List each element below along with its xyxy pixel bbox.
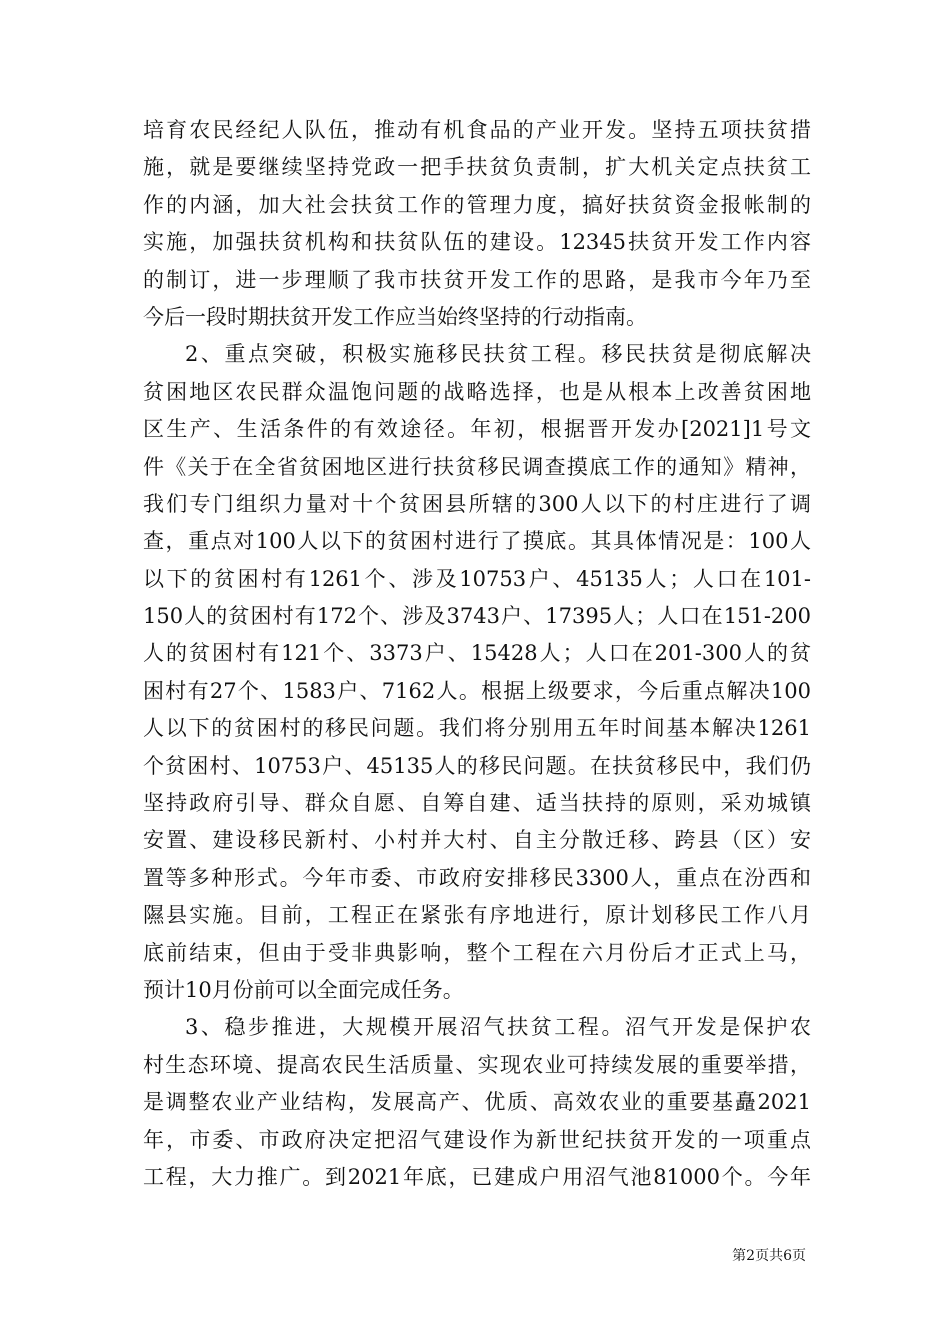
text-line: 个贫困村、10753户、45135人的移民问题。在扶贫移民中，我们仍 (143, 753, 811, 778)
text-line: 安置、建设移民新村、小村并大村、自主分散迁移、跨县（区）安 (143, 828, 811, 853)
paragraph-start-line: 2、重点突破，积极实施移民扶贫工程。移民扶贫是彻底解决 (185, 342, 811, 367)
text-line: 区生产、生活条件的有效途径。年初，根据晋开发办[2021]1号文 (143, 417, 811, 442)
text-line: 隰县实施。目前，工程正在紧张有序地进行，原计划移民工作八月 (143, 903, 811, 928)
text-line: 施，就是要继续坚持党政一把手扶贫负责制，扩大机关定点扶贫工 (143, 155, 811, 180)
text-line: 预计10月份前可以全面完成任务。 (143, 977, 464, 1002)
text-line: 查，重点对100人以下的贫困村进行了摸底。其具体情况是：100人 (143, 529, 811, 554)
text-line: 今后一段时期扶贫开发工作应当始终坚持的行动指南。 (143, 304, 647, 329)
text-line: 的制订，进一步理顺了我市扶贫开发工作的思路，是我市今年乃至 (143, 267, 811, 292)
text-line: 年，市委、市政府决定把沼气建设作为新世纪扶贫开发的一项重点 (143, 1127, 811, 1152)
text-line: 人的贫困村有121个、3373户、15428人；人口在201-300人的贫 (143, 641, 811, 666)
text-line: 培育农民经纪人队伍，推动有机食品的产业开发。坚持五项扶贫措 (143, 118, 811, 142)
paragraph-start-line: 3、稳步推进，大规模开展沼气扶贫工程。沼气开发是保护农 (185, 1015, 811, 1040)
text-line: 村生态环境、提高农民生活质量、实现农业可持续发展的重要举措， (143, 1052, 811, 1077)
text-line: 150人的贫困村有172个、涉及3743户、17395人；人口在151-200 (143, 604, 811, 629)
text-line: 工程，大力推广。到2021年底，已建成户用沼气池81000个。今年 (143, 1164, 811, 1189)
text-line: 是调整农业产业结构，发展高产、优质、高效农业的重要基矗2021 (143, 1090, 811, 1115)
text-line: 实施，加强扶贫机构和扶贫队伍的建设。12345扶贫开发工作内容 (143, 230, 811, 255)
text-line: 以下的贫困村有1261个、涉及10753户、45135人；人口在101- (143, 566, 811, 591)
text-line: 人以下的贫困村的移民问题。我们将分别用五年时间基本解决1261 (143, 716, 811, 741)
text-line: 件《关于在全省贫困地区进行扶贫移民调查摸底工作的通知》精神， (143, 454, 811, 479)
document-body (143, 112, 811, 1196)
text-line: 置等多种形式。今年市委、市政府安排移民3300人，重点在汾西和 (143, 865, 811, 890)
text-line: 底前结束，但由于受非典影响，整个工程在六月份后才正式上马， (143, 940, 811, 965)
text-line: 贫困地区农民群众温饱问题的战略选择，也是从根本上改善贫困地 (143, 379, 811, 404)
page-number: 第2页共6页 (732, 1248, 806, 1264)
text-line: 我们专门组织力量对十个贫困县所辖的300人以下的村庄进行了调 (143, 491, 811, 516)
text-line: 作的内涵，加大社会扶贫工作的管理力度，搞好扶贫资金报帐制的 (143, 192, 811, 217)
text-line: 坚持政府引导、群众自愿、自筹自建、适当扶持的原则，采劝城镇 (143, 791, 811, 816)
text-line: 困村有27个、1583户、7162人。根据上级要求，今后重点解决100 (143, 678, 811, 703)
